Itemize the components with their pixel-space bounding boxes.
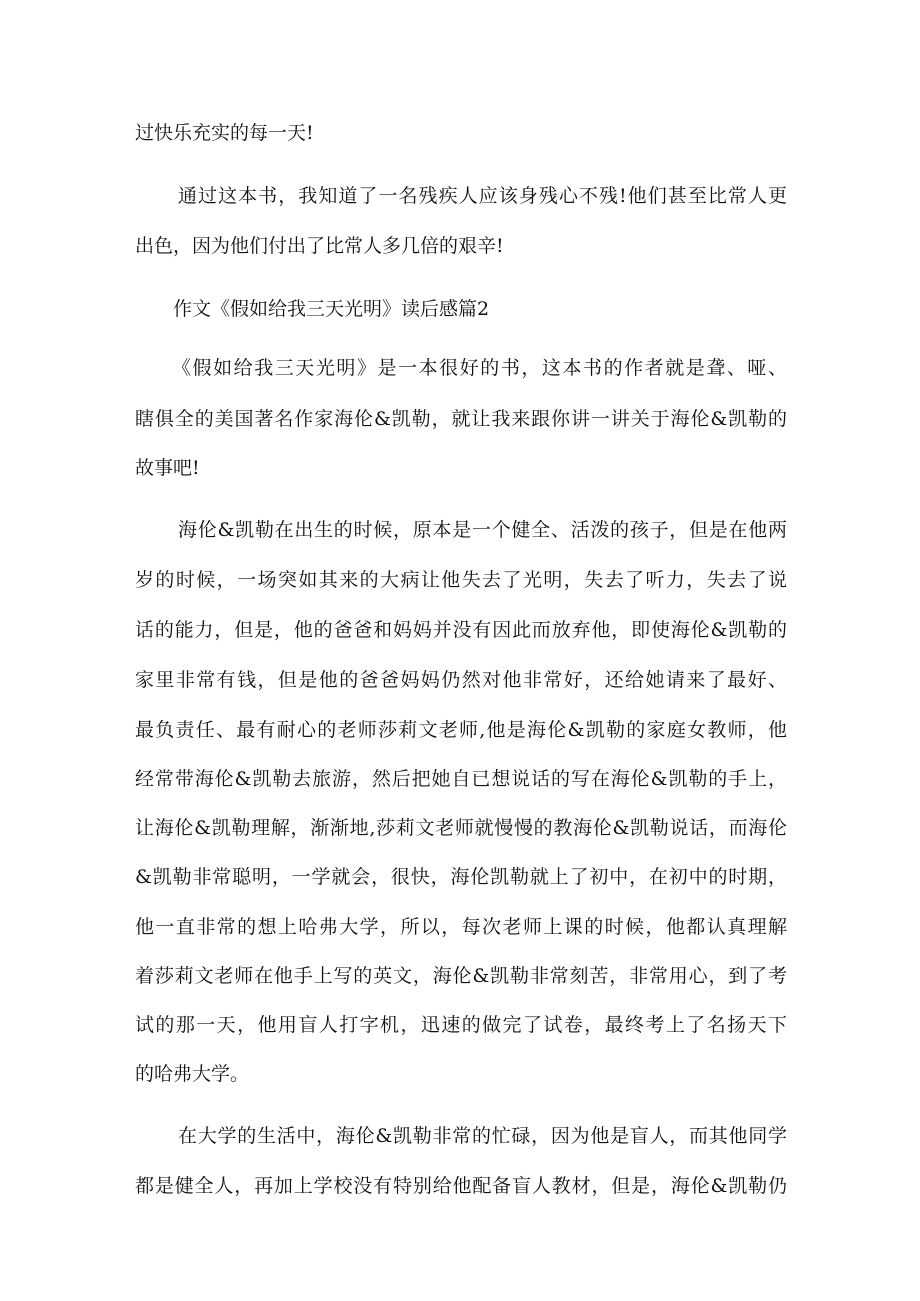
paragraph-line: 故事吧! xyxy=(135,457,200,479)
paragraph-line: 岁的时候，一场突如其来的大病让他失去了光明，失去了听力，失去了说 xyxy=(135,569,787,591)
paragraph-line: 出色，因为他们付出了比常人多几倍的艰辛! xyxy=(135,235,504,257)
paragraph-line: 在大学的生活中，海伦&凯勒非常的忙碌，因为他是盲人，而其他同学 xyxy=(178,1125,787,1147)
paragraph-line: 瞎俱全的美国著名作家海伦&凯勒，就让我来跟你讲一讲关于海伦&凯勒的 xyxy=(135,408,787,430)
paragraph-line: 的哈弗大学。 xyxy=(135,1063,250,1085)
paragraph-line: 家里非常有钱，但是他的爸爸妈妈仍然对他非常好，还给她请来了最好、 xyxy=(135,669,787,691)
paragraph-line: 通过这本书，我知道了一名残疾人应该身残心不残!他们甚至比常人更 xyxy=(178,185,787,207)
section-heading: 作文《假如给我三天光明》读后感篇2 xyxy=(173,298,490,320)
paragraph-line: 让海伦&凯勒理解，渐渐地,莎莉文老师就慢慢的教海伦&凯勒说话，而海伦 xyxy=(135,817,787,839)
paragraph-line: 过快乐充实的每一天! xyxy=(135,122,314,144)
paragraph-line: 他一直非常的想上哈弗大学，所以，每次老师上课的时候，他都认真理解 xyxy=(135,916,787,938)
paragraph-line: &凯勒非常聪明，一学就会，很快，海伦凯勒就上了初中，在初中的时期， xyxy=(135,866,787,888)
paragraph-line: 话的能力，但是，他的爸爸和妈妈并没有因此而放弃他，即使海伦&凯勒的 xyxy=(135,619,787,641)
paragraph-line: 经常带海伦&凯勒去旅游，然后把她自已想说话的写在海伦&凯勒的手上， xyxy=(135,768,787,790)
paragraph-line: 着莎莉文老师在他手上写的英文，海伦&凯勒非常刻苦，非常用心，到了考 xyxy=(135,965,787,987)
paragraph-line: 海伦&凯勒在出生的时候，原本是一个健全、活泼的孩子，但是在他两 xyxy=(178,519,787,541)
paragraph-line: 《假如给我三天光明》是一本很好的书，这本书的作者就是聋、哑、 xyxy=(172,357,787,379)
paragraph-line: 试的那一天，他用盲人打字机，迅速的做完了试卷，最终考上了名扬天下 xyxy=(135,1014,787,1036)
paragraph-line: 最负责任、最有耐心的老师莎莉文老师,他是海伦&凯勒的家庭女教师，他 xyxy=(135,719,787,741)
paragraph-line: 都是健全人，再加上学校没有特别给他配备盲人教材，但是，海伦&凯勒仍 xyxy=(135,1175,787,1197)
